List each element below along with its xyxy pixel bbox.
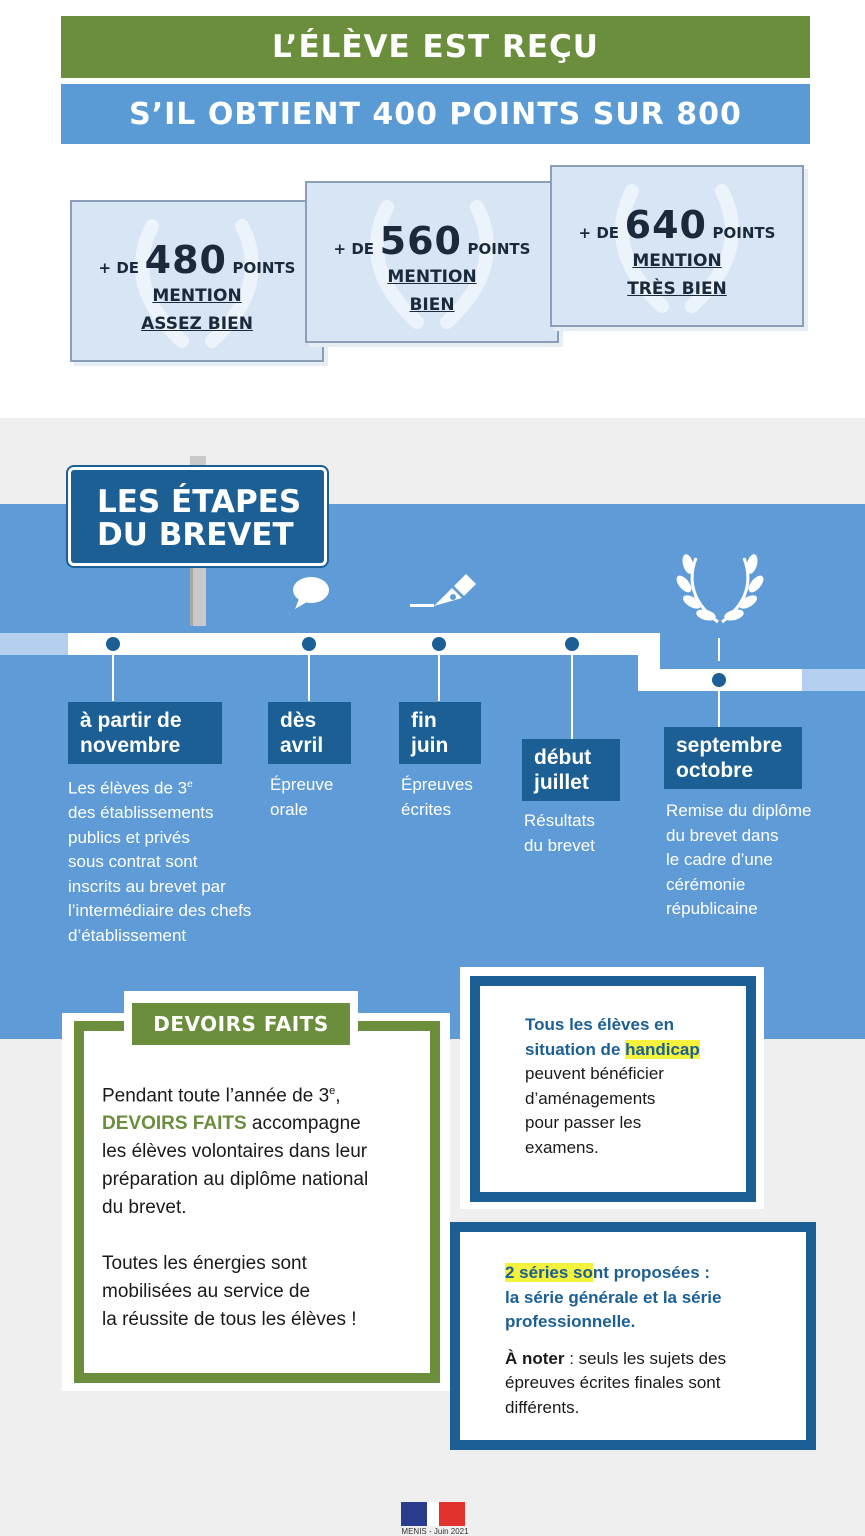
step-desc-line: orale (270, 799, 308, 819)
step-label-line: novembre (80, 734, 181, 757)
mention-prefix: + DE (98, 259, 140, 277)
df-line: préparation au diplôme national (102, 1169, 369, 1191)
step-label-june (399, 702, 481, 764)
devoirs-faits-title (132, 1003, 350, 1045)
step-label-line: juillet (534, 771, 589, 794)
mention-level: BIEN (409, 295, 455, 315)
mention-label: MENTION (387, 267, 477, 287)
step-desc-line: Épreuves (401, 775, 473, 794)
df-line: Toutes les énergies sont (102, 1253, 307, 1274)
step-desc-line: du brevet dans (666, 825, 779, 845)
series-line-rest: nt proposées : (592, 1263, 711, 1282)
handicap-line: d’aménagements (525, 1088, 656, 1108)
step-label-november (68, 702, 222, 764)
handicap-line: pour passer les (525, 1113, 642, 1132)
series-line: professionnelle. (505, 1312, 636, 1331)
df-line: du brevet. (102, 1197, 187, 1219)
step-label-line: dès (280, 709, 317, 732)
mention-suffix: POINTS (467, 240, 531, 258)
handicap-line: Tous les élèves en (525, 1015, 674, 1034)
handicap-highlight: handicap (625, 1039, 700, 1059)
handicap-text (525, 1013, 745, 1160)
sign-post (190, 566, 206, 626)
df-text-rest: accompagne (246, 1113, 361, 1135)
sign-line-1: LES ÉTAPES (97, 484, 302, 520)
series-line (505, 1261, 805, 1286)
step-label-line: septembre (676, 734, 783, 757)
mention-points: 480 (144, 238, 227, 282)
step-label-april (268, 702, 351, 764)
step-label-july (522, 739, 620, 801)
devoirs-faits-inline: DEVOIRS FAITS (102, 1113, 247, 1135)
subtitle-banner (61, 84, 810, 144)
step-label-line: à partir de (80, 709, 182, 732)
step-desc-line: publics et privés (68, 827, 190, 847)
timeline-dot (712, 673, 726, 687)
step-desc-line: sous contrat sont (68, 852, 198, 872)
republique-logo (401, 1502, 465, 1526)
step-desc-line: écrites (401, 799, 452, 819)
series-line: la série générale et la série (505, 1287, 722, 1307)
step-desc-line: l’intermédiaire des chefs (68, 901, 252, 921)
mention-suffix: POINTS (712, 224, 776, 242)
laurel-icon (674, 550, 766, 628)
series-text (505, 1261, 805, 1420)
series-note-bold: À noter (505, 1348, 565, 1368)
connector-line (571, 655, 573, 739)
step-label-line: juin (411, 734, 449, 757)
connector-line (438, 655, 440, 701)
road-left-fade (0, 633, 68, 655)
pen-icon (408, 566, 480, 610)
df-line: la réussite de tous les élèves ! (102, 1309, 357, 1330)
devoirs-faits-title-text: DEVOIRS FAITS (153, 1012, 329, 1036)
handicap-line: peuvent bénéficier (525, 1064, 664, 1083)
handicap-line (525, 1038, 745, 1063)
mention-card-tres-bien (550, 165, 804, 327)
mention-prefix: + DE (333, 240, 375, 258)
step-desc-april (270, 773, 380, 822)
subtitle-text: S’IL OBTIENT 400 POINTS SUR 800 (129, 96, 742, 132)
series-highlight: 2 séries so (505, 1263, 593, 1282)
mention-points: 560 (379, 219, 462, 263)
step-desc-line: Résultats (524, 811, 595, 830)
step-desc-june (401, 773, 511, 822)
df-line: mobilisées au service de (102, 1281, 311, 1302)
handicap-line: examens. (525, 1137, 599, 1157)
series-note-line: différents. (505, 1397, 580, 1417)
timeline-dot (565, 637, 579, 651)
handicap-pre: situation de (525, 1039, 626, 1059)
series-note-line: épreuves écrites finales sont (505, 1373, 721, 1392)
series-note-line (505, 1347, 805, 1372)
df-line: les élèves volontaires dans leur (102, 1141, 368, 1163)
connector-line (718, 691, 720, 727)
series-note-rest: : seuls les sujets des (564, 1348, 727, 1368)
step-desc-line: Remise du diplôme (666, 801, 812, 820)
step-desc-july (524, 809, 644, 858)
step-desc-november (68, 773, 298, 948)
title-text: L’ÉLÈVE EST REÇU (272, 29, 599, 65)
df-line (102, 1110, 432, 1138)
step-desc-line: républicaine (666, 899, 758, 918)
road-right-fade (802, 669, 865, 691)
step-desc-line: Épreuve (270, 775, 334, 794)
mention-suffix: POINTS (232, 259, 296, 277)
step-label-line: avril (280, 734, 324, 757)
footer-credit: MENIS - Juin 2021 (401, 1527, 469, 1536)
mention-card-bien (305, 181, 559, 343)
step-desc-line: cérémonie (666, 874, 746, 894)
mention-prefix: + DE (578, 224, 620, 242)
step-label-line: début (534, 746, 592, 769)
step-desc-line: le cadre d’une (666, 850, 773, 869)
step-desc-september (666, 799, 856, 922)
timeline-dot (302, 637, 316, 651)
step-desc-line: du brevet (524, 835, 595, 855)
sign-line-2: DU BREVET (97, 517, 294, 553)
connector-line (308, 655, 310, 701)
steps-sign (68, 467, 327, 566)
timeline-dot (106, 637, 120, 651)
step-label-september (664, 727, 802, 789)
sign-post-top (190, 456, 206, 467)
step-desc-line: Les élèves de 3e (68, 778, 193, 798)
step-desc-line: des établissements (68, 803, 214, 823)
mention-points: 640 (624, 203, 707, 247)
connector-line (718, 638, 720, 661)
connector-line (112, 655, 114, 701)
devoirs-faits-paragraph-2 (102, 1250, 432, 1334)
mention-card-assez-bien (70, 200, 324, 362)
mention-level: TRÈS BIEN (627, 279, 727, 299)
title-banner (61, 16, 810, 78)
step-label-line: fin (411, 709, 437, 732)
speech-bubble-icon (291, 575, 331, 611)
df-line: Pendant toute l’année de 3e, (102, 1085, 341, 1107)
step-label-line: octobre (676, 759, 754, 782)
step-desc-line: inscrits au brevet par (68, 876, 226, 896)
mention-level: ASSEZ BIEN (141, 314, 253, 334)
mention-label: MENTION (152, 286, 242, 306)
mention-label: MENTION (632, 251, 722, 271)
step-desc-line: d’établissement (68, 925, 187, 945)
devoirs-faits-paragraph-1 (102, 1077, 432, 1222)
timeline-dot (432, 637, 446, 651)
